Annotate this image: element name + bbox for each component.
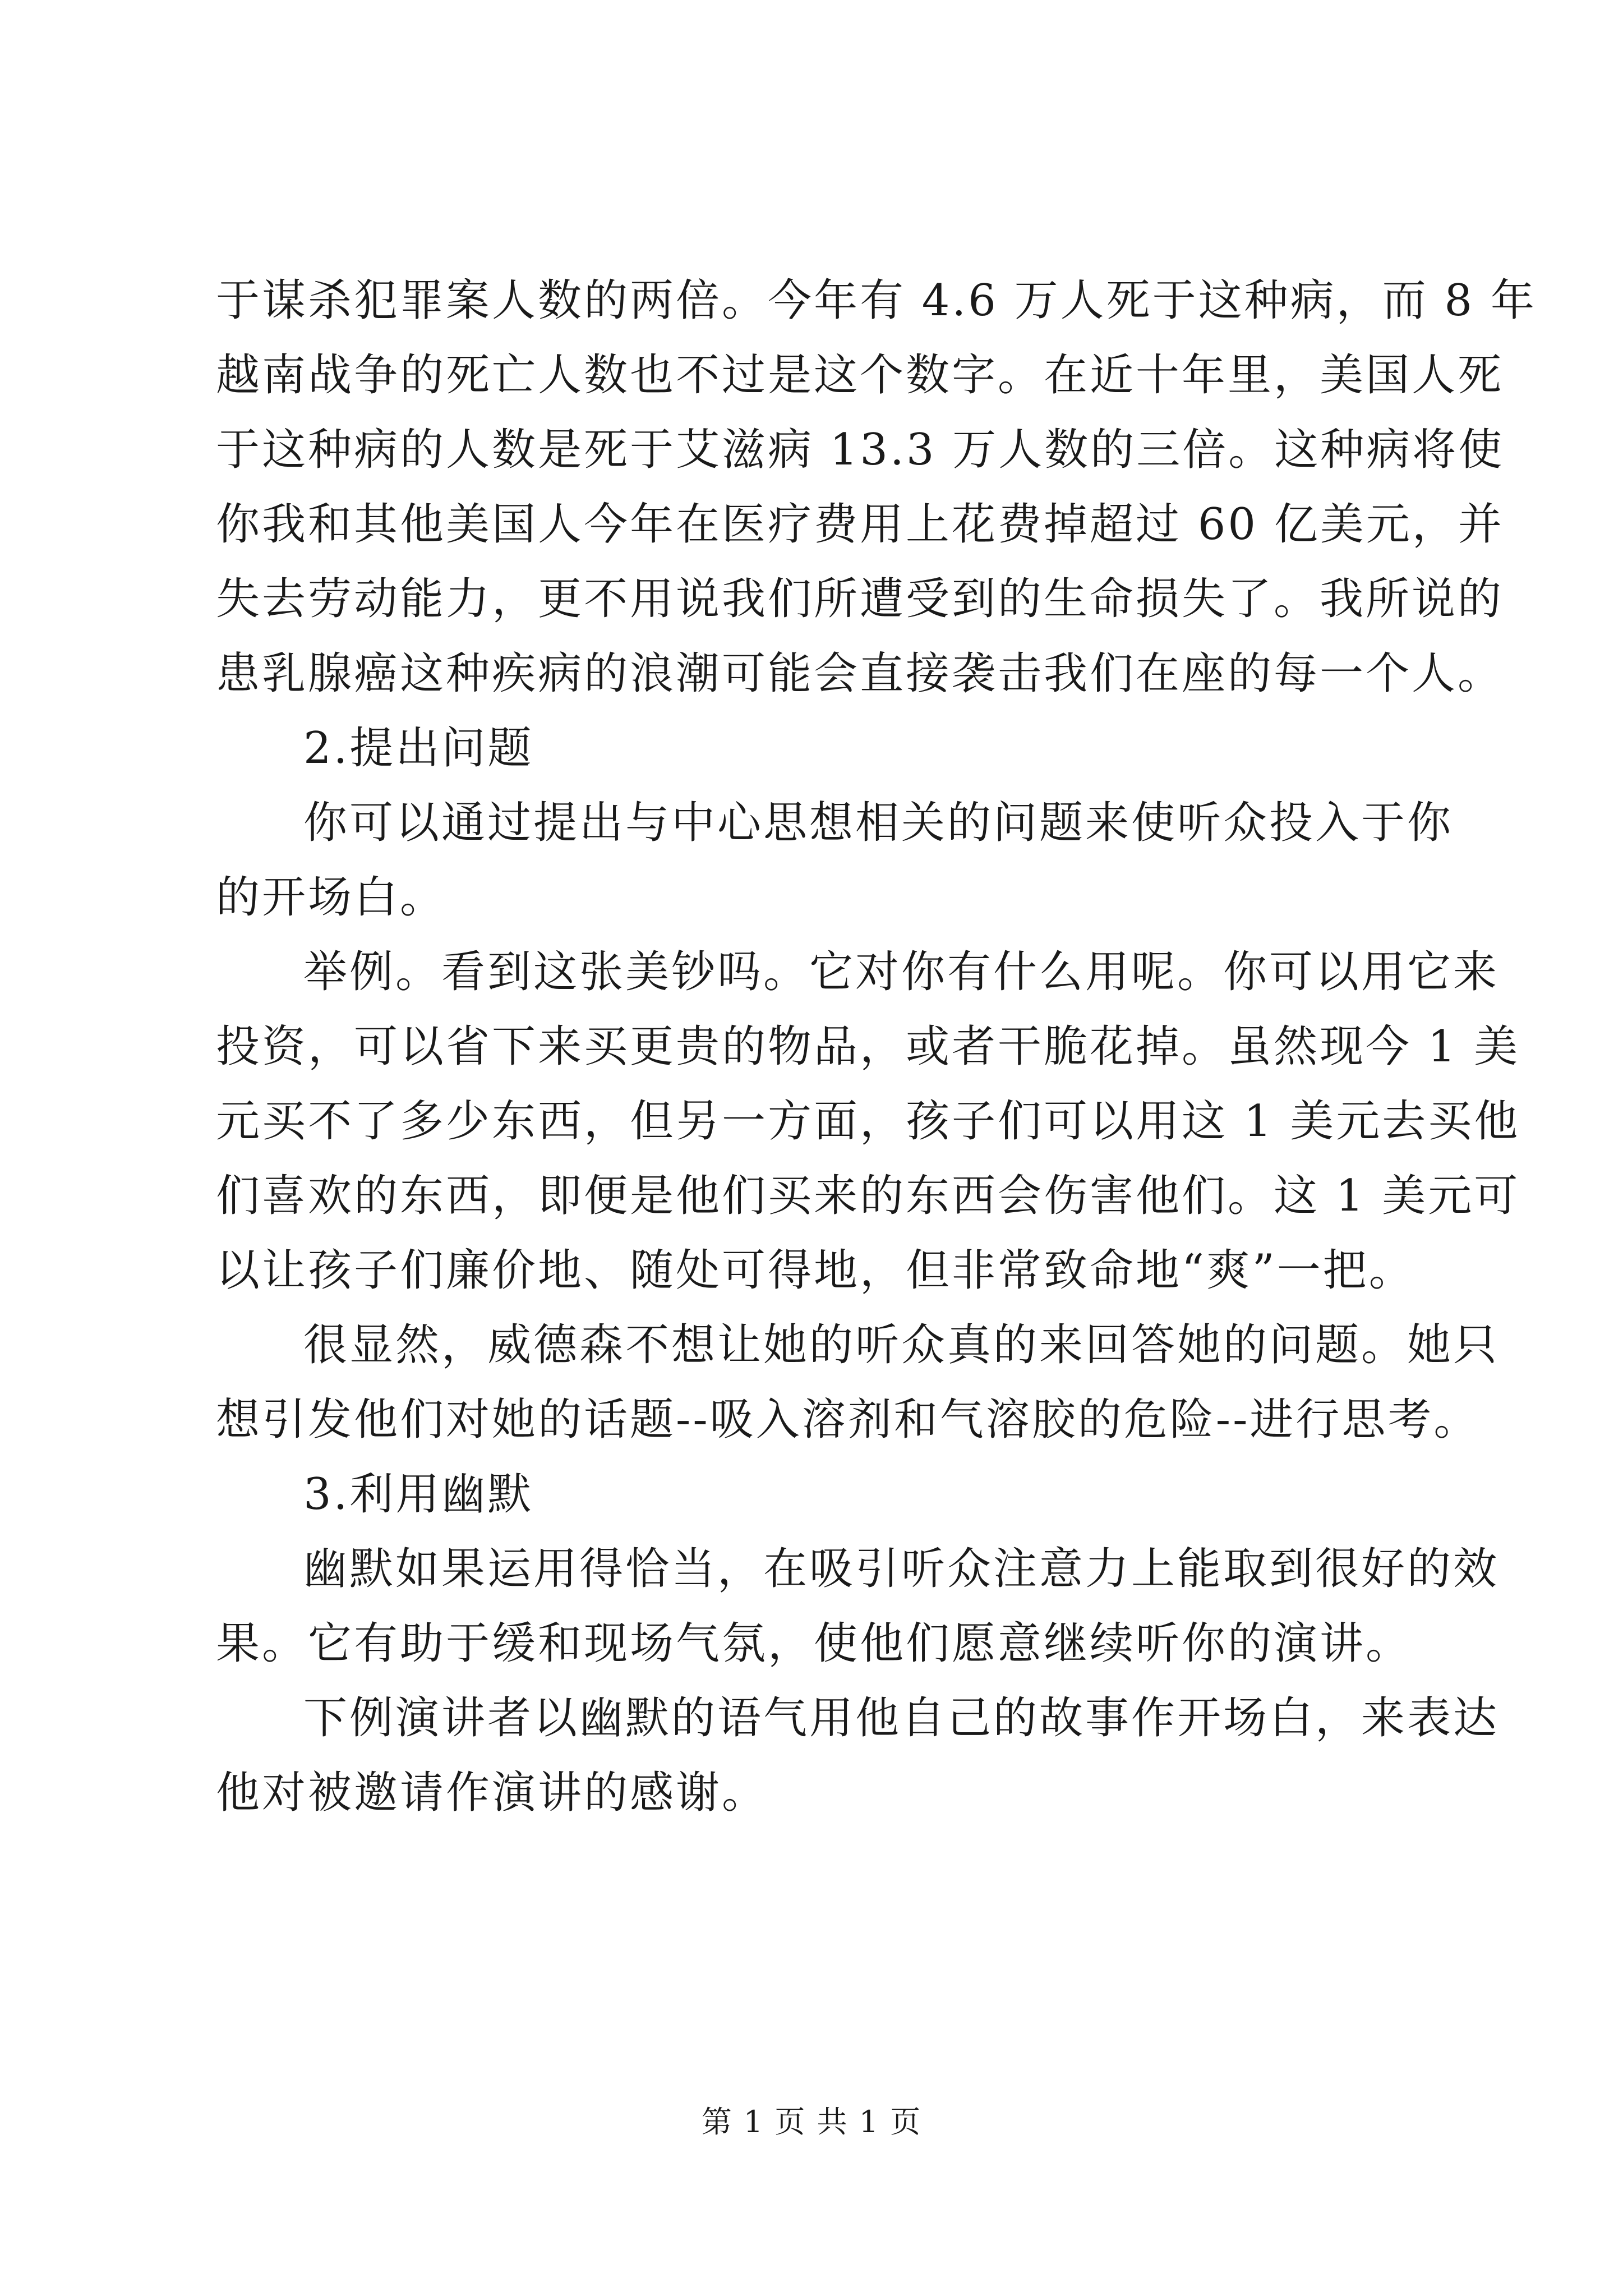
text-line: 于这种病的人数是死于艾滋病 13.3 万人数的三倍。这种病将使 — [216, 425, 1505, 475]
text-line: 的开场白。 — [216, 872, 446, 923]
text-line: 越南战争的死亡人数也不过是这个数字。在近十年里，美国人死 — [216, 350, 1504, 401]
text-line: 们喜欢的东西，即便是他们买来的东西会伤害他们。这 1 美元可 — [216, 1171, 1520, 1221]
text-line: 下例演讲者以幽默的语气用他自己的故事作开场白，来表达 — [303, 1693, 1500, 1743]
text-line: 患乳腺癌这种疾病的浪潮可能会直接袭击我们在座的每一个人。 — [216, 648, 1504, 699]
text-line: 投资，可以省下来买更贵的物品，或者干脆花掉。虽然现今 1 美 — [216, 1022, 1520, 1072]
text-line: 失去劳动能力，更不用说我们所遭受到的生命损失了。我所说的 — [216, 574, 1504, 624]
text-line: 幽默如果运用得恰当，在吸引听众注意力上能取到很好的效 — [303, 1544, 1500, 1594]
document-body — [216, 264, 1537, 1830]
text-line: 于谋杀犯罪案人数的两倍。今年有 4.6 万人死于这种病，而 8 年 — [216, 275, 1537, 326]
text-line: 果。它有助于缓和现场气氛，使他们愿意继续听你的演讲。 — [216, 1618, 1412, 1669]
text-line: 你可以通过提出与中心思想相关的问题来使听众投入于你 — [303, 798, 1454, 848]
text-line: 你我和其他美国人今年在医疗费用上花费掉超过 60 亿美元，并 — [216, 499, 1504, 550]
text-line: 元买不了多少东西，但另一方面，孩子们可以用这 1 美元去买他 — [216, 1096, 1520, 1147]
section-heading: 3.利用幽默 — [303, 1469, 534, 1520]
section-heading: 2.提出问题 — [303, 723, 534, 774]
page-number-footer: 第 1 页 共 1 页 — [701, 2104, 922, 2139]
text-line: 举例。看到这张美钞吗。它对你有什么用呢。你可以用它来 — [303, 947, 1500, 997]
text-line: 想引发他们对她的话题--吸入溶剂和气溶胶的危险--进行思考。 — [216, 1395, 1480, 1445]
text-line: 以让孩子们廉价地、随处可得地，但非常致命地“爽”一把。 — [216, 1245, 1415, 1296]
text-line: 他对被邀请作演讲的感谢。 — [216, 1768, 768, 1818]
text-line: 很显然，威德森不想让她的听众真的来回答她的问题。她只 — [303, 1320, 1500, 1370]
